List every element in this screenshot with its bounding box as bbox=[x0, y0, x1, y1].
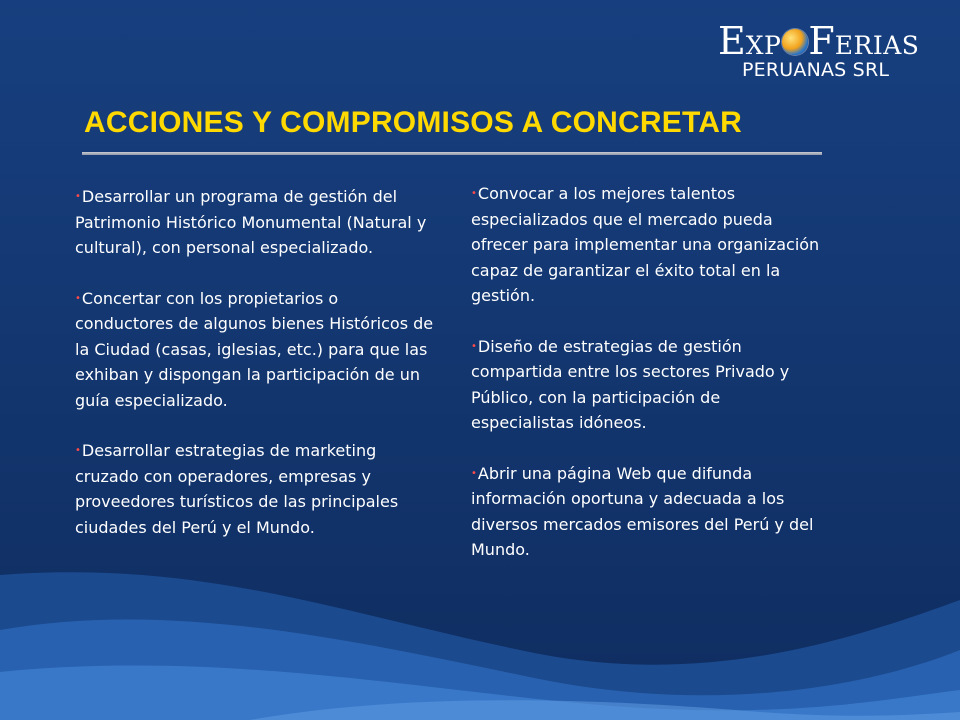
list-item-text: Desarrollar un programa de gestión del Patrimonio Histórico Monumental (Natural y cultural), con personal especializado. bbox=[75, 187, 427, 257]
right-column bbox=[471, 181, 821, 588]
title-divider bbox=[82, 152, 822, 155]
list-item bbox=[75, 286, 435, 414]
list-item-text: Abrir una página Web que difunda información oportuna y adecuada a los diversos mercados emisores del Perú y del Mundo. bbox=[471, 463, 814, 559]
bullet-icon: • bbox=[75, 445, 81, 456]
list-item bbox=[471, 181, 821, 309]
logo-letters-erias: ERIAS bbox=[834, 31, 920, 60]
globe-icon bbox=[782, 29, 808, 55]
logo-subtitle: PERUANAS SRL bbox=[742, 59, 890, 81]
list-item-text: Concertar con los propietarios o conductores de algunos bienes Históricos de la Ciudad (casas, iglesias, etc.) para que las exhiban y dispongan la participación de un guía especializado. bbox=[75, 288, 434, 410]
logo-letter-f: F bbox=[808, 19, 835, 63]
list-item bbox=[471, 461, 821, 563]
logo-letter-e: E bbox=[718, 19, 746, 63]
list-item bbox=[471, 334, 821, 436]
list-item-text: Desarrollar estrategias de marketing cruzado con operadores, empresas y proveedores turísticos de las principales ciudades del Perú y el Mundo. bbox=[75, 441, 399, 537]
logo-wordmark bbox=[718, 19, 920, 63]
expoferias-logo bbox=[718, 19, 920, 82]
page-title: ACCIONES Y COMPROMISOS A CONCRETAR bbox=[84, 106, 742, 139]
left-column bbox=[75, 184, 435, 565]
bullet-icon: • bbox=[471, 188, 477, 199]
bullet-icon: • bbox=[471, 340, 477, 352]
list-item-text: Convocar a los mejores talentos especializados que el mercado pueda ofrecer para implementar una organización capaz de garantizar el éxito total en la gestión. bbox=[471, 184, 820, 305]
bullet-icon: • bbox=[75, 191, 81, 202]
bullet-icon: • bbox=[471, 467, 477, 479]
list-item-text: Diseño de estrategias de gestión compartida entre los sectores Privado y Público, con la participación de especialistas idóneos. bbox=[471, 336, 790, 432]
list-item bbox=[75, 438, 435, 540]
bullet-icon: • bbox=[75, 292, 81, 304]
logo-letters-xp: XP bbox=[745, 31, 782, 60]
list-item bbox=[75, 184, 435, 261]
